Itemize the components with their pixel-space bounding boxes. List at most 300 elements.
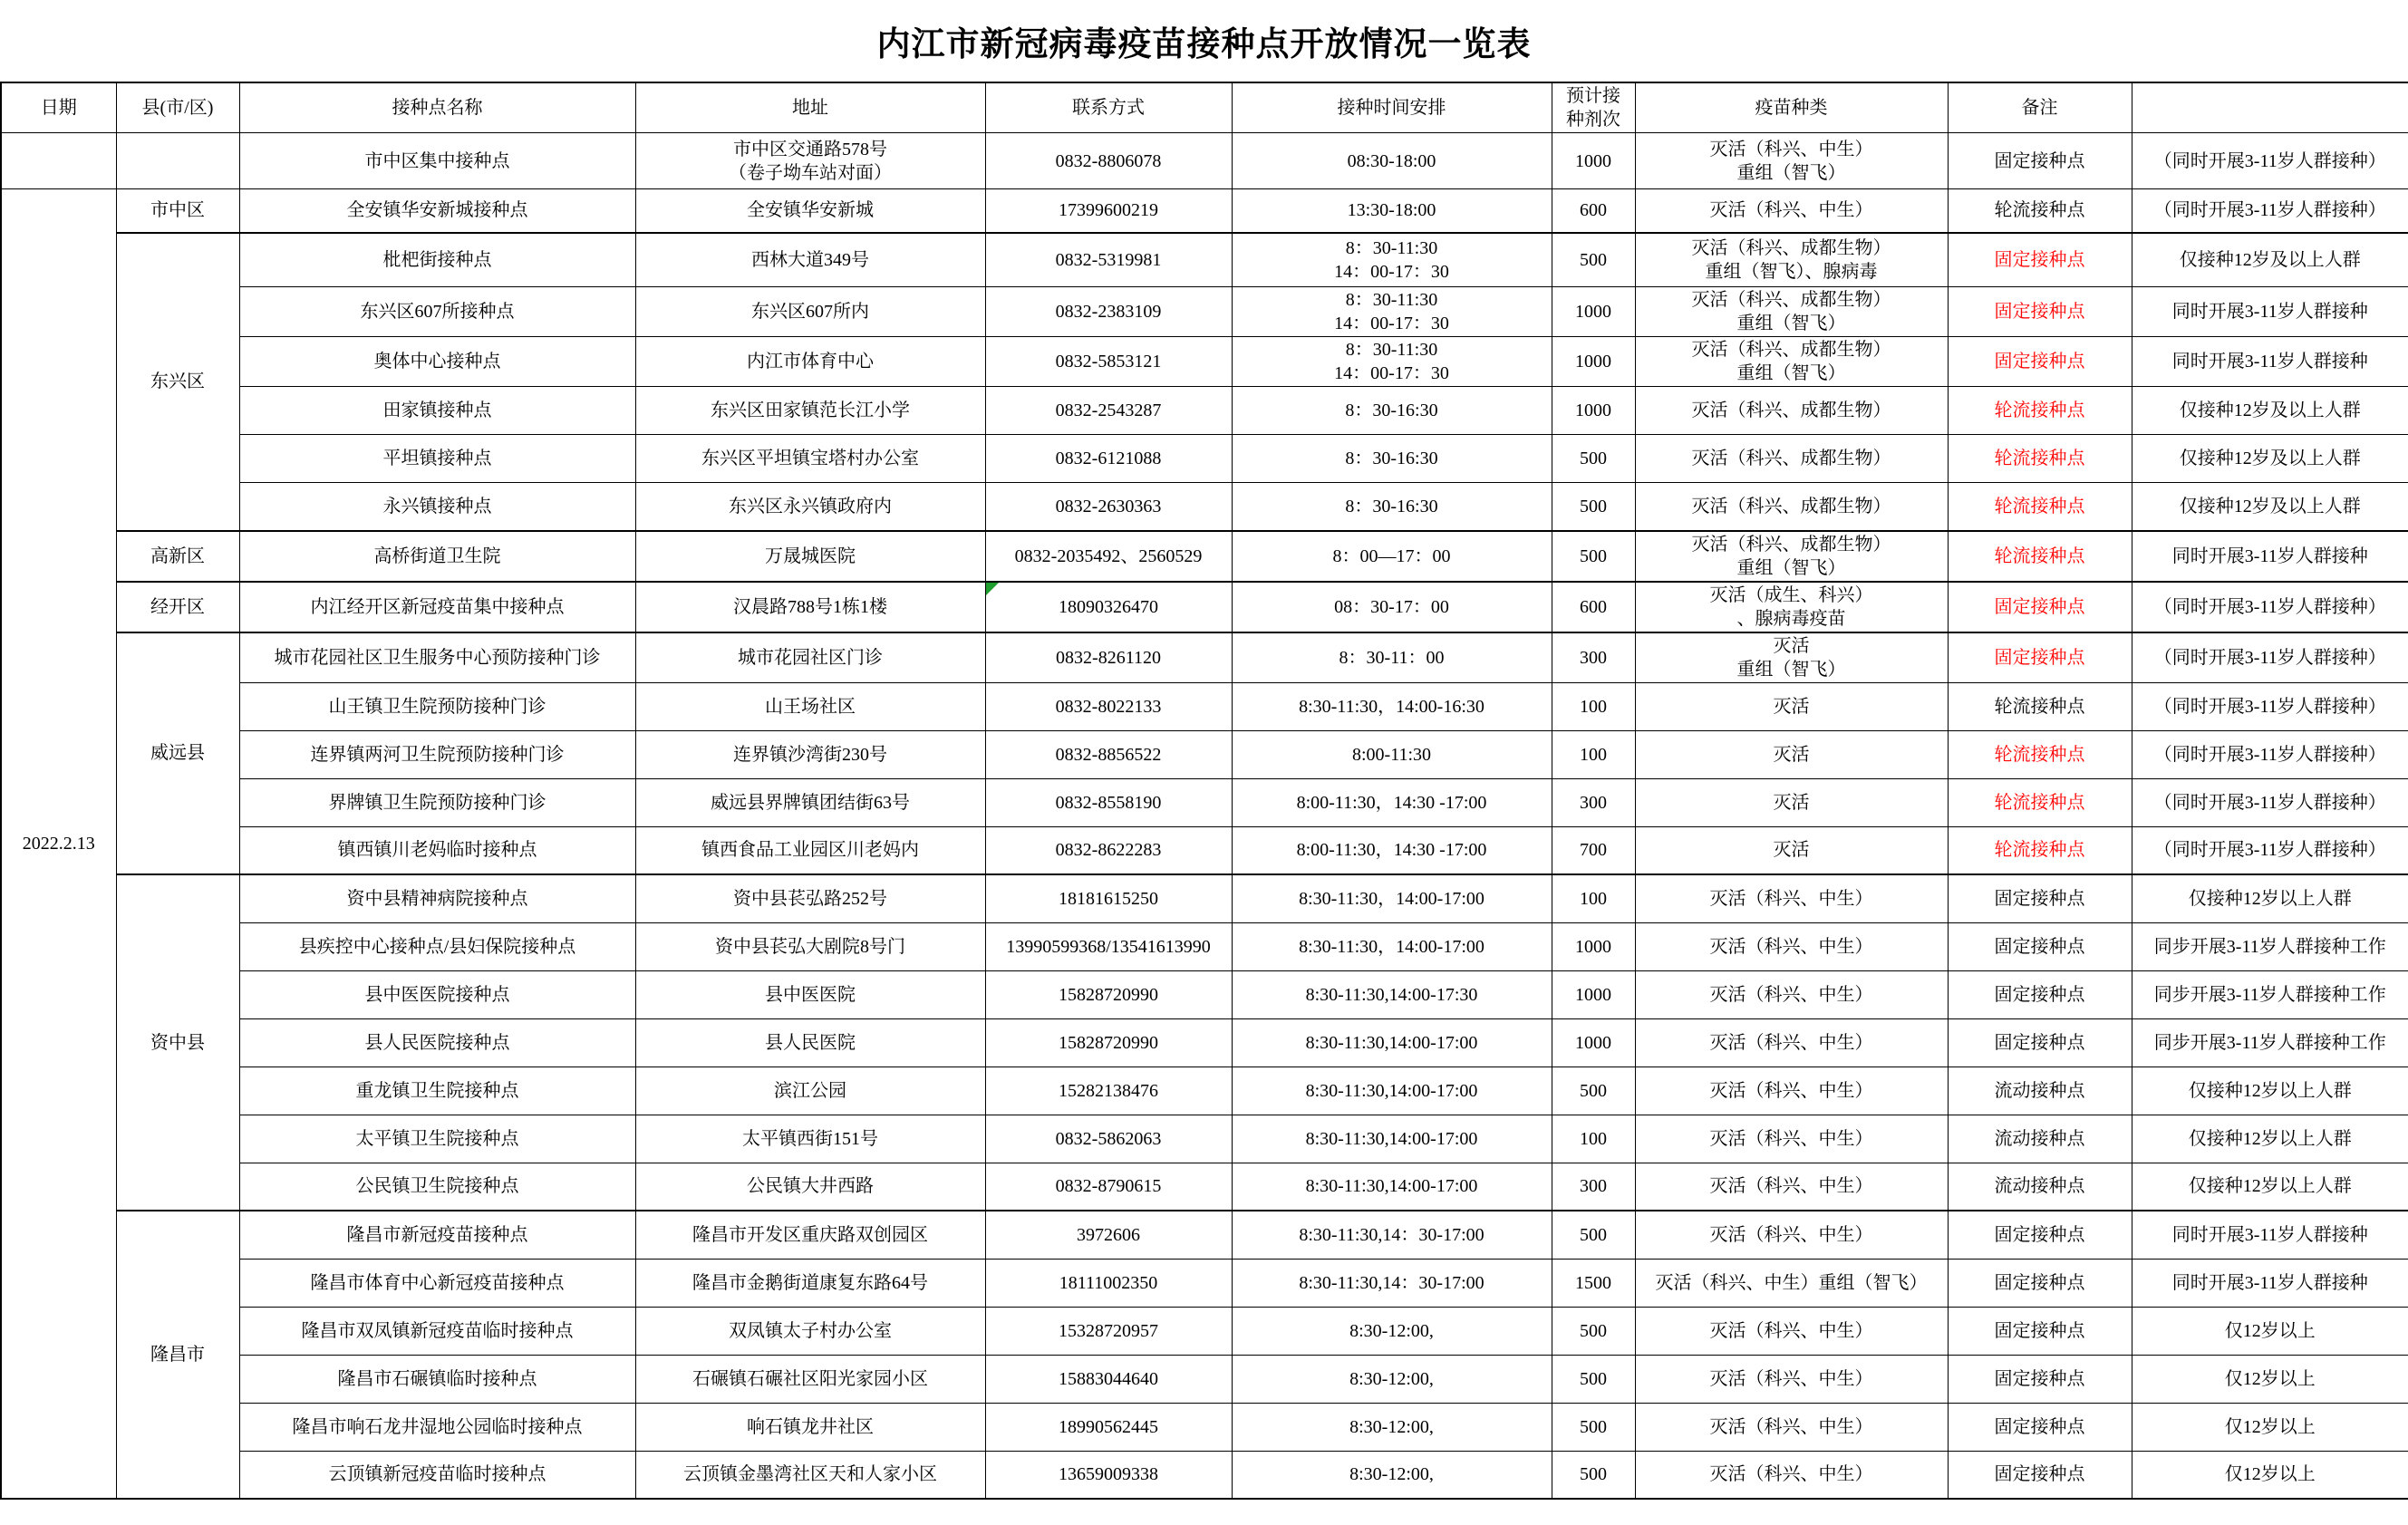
- column-header-site-line: 接种点名称: [392, 98, 483, 118]
- table-row: [1, 826, 2408, 874]
- table-row: [1, 730, 2408, 778]
- note-cell-line: 固定接种点: [1994, 352, 2085, 372]
- age-group-cell-line: 仅接种12岁以上人群: [2188, 1128, 2352, 1149]
- vaccine-cell-line: 灭活: [1773, 696, 1810, 717]
- site-name-cell-line: 太平镇卫生院接种点: [355, 1128, 519, 1149]
- doses-cell: [1552, 1211, 1635, 1259]
- age-group-cell-line: （同时开展3-11岁人群接种）: [2153, 200, 2386, 221]
- age-group-cell-line: 同时开展3-11岁人群接种: [2171, 352, 2368, 372]
- contact-cell-line: 3972606: [1077, 1224, 1140, 1245]
- address-cell-line: 公民镇大井西路: [747, 1176, 874, 1197]
- contact-cell-line: 0832-8558190: [1055, 792, 1162, 813]
- note-cell: [1948, 531, 2132, 582]
- contact-cell-line: 0832-2383109: [1055, 302, 1162, 322]
- age-group-cell: [2132, 632, 2408, 683]
- contact-cell: [985, 337, 1232, 387]
- doses-cell-line: 500: [1580, 1080, 1607, 1101]
- note-cell-line: 轮流接种点: [1994, 792, 2085, 813]
- column-header-contact-line: 联系方式: [1072, 98, 1145, 118]
- doses-cell: [1552, 337, 1635, 387]
- contact-cell-line: 0832-5319981: [1055, 249, 1162, 270]
- site-name-cell-line: 全安镇华安新城接种点: [346, 200, 528, 221]
- address-cell: [635, 730, 985, 778]
- doses-cell: [1552, 1018, 1635, 1067]
- age-group-cell: [2132, 133, 2408, 189]
- doses-cell: [1552, 682, 1635, 730]
- time-cell-line: 8:30-11:30,14：30-17:00: [1299, 1224, 1484, 1245]
- site-name-cell: [239, 778, 635, 826]
- vaccine-cell: [1635, 1067, 1948, 1115]
- age-group-cell: [2132, 189, 2408, 233]
- time-cell-line: 8：30-16:30: [1345, 496, 1438, 516]
- site-name-cell: [239, 1451, 635, 1499]
- site-name-cell-line: 县中医医院接种点: [364, 984, 510, 1005]
- doses-cell-line: 300: [1580, 647, 1607, 668]
- address-cell: [635, 337, 985, 387]
- address-cell-line: 滨江公园: [774, 1080, 846, 1101]
- time-cell: [1232, 531, 1552, 582]
- vaccine-cell-line: 灭活（科兴、成都生物）: [1691, 449, 1891, 468]
- doses-cell-line: 1500: [1575, 1272, 1611, 1293]
- address-cell-line: 资中县苌弘大剧院8号门: [715, 936, 905, 957]
- contact-cell: [985, 778, 1232, 826]
- contact-cell-line: 18090326470: [1059, 596, 1158, 617]
- contact-cell-line: 17399600219: [1059, 200, 1158, 221]
- column-header-contact: [985, 82, 1232, 133]
- time-cell-line: 8:30-11:30，14:00-17:00: [1299, 936, 1484, 957]
- contact-cell: [985, 826, 1232, 874]
- site-name-cell: [239, 435, 635, 483]
- address-cell-line: 镇西食品工业园区川老妈内: [701, 840, 919, 861]
- time-cell-line: 8：00—17：00: [1332, 545, 1451, 566]
- age-group-cell: [2132, 1307, 2408, 1355]
- age-group-cell-line: （同时开展3-11岁人群接种）: [2153, 792, 2386, 813]
- doses-cell-line: 500: [1580, 1416, 1607, 1437]
- note-cell: [1948, 189, 2132, 233]
- address-cell-line: 市中区交通路578号: [733, 139, 887, 159]
- address-cell-line: 云顶镇金墨湾社区天和人家小区: [683, 1464, 937, 1485]
- doses-cell-line: 1000: [1575, 984, 1611, 1005]
- contact-cell-line: 18111002350: [1059, 1272, 1158, 1293]
- time-cell-line: 8:00-11:30，14:30 -17:00: [1296, 792, 1487, 813]
- note-cell: [1948, 1451, 2132, 1499]
- vaccine-cell: [1635, 1211, 1948, 1259]
- vaccine-cell: [1635, 826, 1948, 874]
- doses-cell-line: 1000: [1575, 1032, 1611, 1053]
- contact-cell: [985, 1451, 1232, 1499]
- vaccine-cell: [1635, 189, 1948, 233]
- contact-cell-line: 15828720990: [1059, 1032, 1158, 1053]
- table-row: [1, 1163, 2408, 1211]
- county-cell: [116, 582, 239, 632]
- address-cell-line: 城市花园社区门诊: [738, 647, 883, 668]
- column-header-vaccine-line: 疫苗种类: [1755, 98, 1828, 118]
- contact-cell: [985, 1211, 1232, 1259]
- doses-cell: [1552, 1451, 1635, 1499]
- contact-cell: [985, 233, 1232, 287]
- age-group-cell: [2132, 970, 2408, 1018]
- site-name-cell: [239, 1403, 635, 1451]
- age-group-cell-line: 仅12岁以上: [2224, 1320, 2316, 1341]
- contact-cell-line: 18181615250: [1059, 888, 1158, 909]
- vaccine-cell: [1635, 133, 1948, 189]
- vaccine-cell-line: 灭活（科兴、中生）: [1709, 200, 1873, 221]
- note-cell: [1948, 483, 2132, 531]
- time-cell: [1232, 970, 1552, 1018]
- site-name-cell: [239, 632, 635, 683]
- age-group-cell: [2132, 483, 2408, 531]
- doses-cell-line: 600: [1580, 596, 1607, 617]
- doses-cell: [1552, 531, 1635, 582]
- vaccine-cell-line: 、腺病毒疫苗: [1736, 608, 1846, 629]
- note-cell-line: 固定接种点: [1994, 1464, 2085, 1485]
- note-cell: [1948, 632, 2132, 683]
- doses-cell-line: 500: [1580, 496, 1607, 516]
- age-group-cell: [2132, 778, 2408, 826]
- address-cell: [635, 1451, 985, 1499]
- address-cell-line: 威远县界牌镇团结街63号: [711, 792, 910, 813]
- vaccine-cell: [1635, 1259, 1948, 1307]
- age-group-cell: [2132, 1163, 2408, 1211]
- time-cell: [1232, 582, 1552, 632]
- site-name-cell-line: 城市花园社区卫生服务中心预防接种门诊: [274, 647, 601, 668]
- column-header-extra: [2132, 82, 2408, 133]
- site-name-cell-line: 资中县精神病院接种点: [346, 888, 528, 909]
- time-cell-line: 8:30-11:30,14:00-17:00: [1305, 1176, 1478, 1197]
- column-header-address: [635, 82, 985, 133]
- note-cell: [1948, 233, 2132, 287]
- vaccine-cell-line: 灭活（科兴、中生）: [1709, 1464, 1873, 1485]
- contact-cell-line: 15282138476: [1059, 1080, 1158, 1101]
- address-cell-line: 双凤镇太子村办公室: [729, 1320, 892, 1341]
- time-cell: [1232, 1115, 1552, 1163]
- column-header-address-line: 地址: [792, 98, 828, 118]
- doses-cell: [1552, 287, 1635, 337]
- address-cell: [635, 922, 985, 970]
- contact-cell: [985, 970, 1232, 1018]
- address-cell: [635, 1355, 985, 1403]
- age-group-cell-line: （同时开展3-11岁人群接种）: [2153, 596, 2386, 617]
- doses-cell-line: 500: [1580, 545, 1607, 566]
- time-cell: [1232, 1451, 1552, 1499]
- site-name-cell-line: 隆昌市新冠疫苗接种点: [346, 1224, 528, 1245]
- contact-cell: [985, 1355, 1232, 1403]
- address-cell-line: 连界镇沙湾街230号: [733, 744, 887, 765]
- doses-cell: [1552, 582, 1635, 632]
- doses-cell: [1552, 632, 1635, 683]
- vaccine-cell: [1635, 1115, 1948, 1163]
- age-group-cell-line: （同时开展3-11岁人群接种）: [2153, 647, 2386, 668]
- time-cell-line: 14：00-17：30: [1334, 314, 1449, 333]
- site-name-cell-line: 连界镇两河卫生院预防接种门诊: [310, 744, 565, 765]
- vaccine-cell: [1635, 337, 1948, 387]
- contact-cell: [985, 133, 1232, 189]
- column-header-county-line: 县(市/区): [141, 98, 214, 118]
- vaccine-cell: [1635, 1451, 1948, 1499]
- contact-cell: [985, 682, 1232, 730]
- contact-cell: [985, 189, 1232, 233]
- time-cell: [1232, 337, 1552, 387]
- address-cell: [635, 1018, 985, 1067]
- contact-cell: [985, 483, 1232, 531]
- site-name-cell-line: 永兴镇接种点: [382, 496, 492, 516]
- note-cell: [1948, 730, 2132, 778]
- contact-cell: [985, 874, 1232, 922]
- address-cell: [635, 826, 985, 874]
- time-cell: [1232, 778, 1552, 826]
- note-cell-line: 固定接种点: [1994, 984, 2085, 1005]
- note-cell-line: 固定接种点: [1994, 1416, 2085, 1437]
- site-name-cell: [239, 133, 635, 189]
- time-cell-line: 8：30-11:30: [1345, 340, 1438, 360]
- age-group-cell: [2132, 1211, 2408, 1259]
- age-group-cell: [2132, 1115, 2408, 1163]
- time-cell-line: 14：00-17：30: [1334, 261, 1449, 282]
- vaccine-cell-line: 灭活（科兴、中生）: [1709, 1128, 1873, 1149]
- table-row: [1, 1018, 2408, 1067]
- site-name-cell-line: 奥体中心接种点: [373, 352, 501, 372]
- vaccine-cell-line: 重组（智飞）: [1736, 363, 1846, 383]
- county-cell-line: 高新区: [150, 545, 205, 566]
- time-cell-line: 13:30-18:00: [1347, 200, 1436, 221]
- doses-cell-line: 300: [1580, 1176, 1607, 1197]
- column-header-date-line: 日期: [40, 98, 77, 118]
- column-header-doses-line: 预计接: [1566, 86, 1620, 106]
- vaccine-cell: [1635, 730, 1948, 778]
- doses-cell-line: 600: [1580, 200, 1607, 221]
- doses-cell-line: 1000: [1575, 150, 1611, 171]
- vaccine-cell-line: 灭活（成生、科兴）: [1709, 584, 1873, 605]
- address-cell: [635, 632, 985, 683]
- vaccine-cell-line: 灭活（科兴、成都生物）: [1691, 237, 1891, 258]
- site-name-cell: [239, 1115, 635, 1163]
- address-cell-line: 县中医医院: [765, 984, 856, 1005]
- column-header-vaccine: [1635, 82, 1948, 133]
- age-group-cell: [2132, 1451, 2408, 1499]
- age-group-cell: [2132, 922, 2408, 970]
- doses-cell: [1552, 189, 1635, 233]
- doses-cell: [1552, 1259, 1635, 1307]
- time-cell-line: 8:30-11:30，14:00-17:00: [1299, 888, 1484, 909]
- site-name-cell: [239, 1211, 635, 1259]
- address-cell-line: 东兴区田家镇范长江小学: [711, 401, 910, 420]
- site-name-cell: [239, 337, 635, 387]
- site-name-cell: [239, 483, 635, 531]
- vaccine-cell-line: 重组（智飞）、腺病毒: [1705, 261, 1878, 282]
- table-row: [1, 233, 2408, 287]
- county-cell-line: 威远县: [150, 743, 205, 764]
- table-row: [1, 435, 2408, 483]
- county-cell: [116, 133, 239, 189]
- column-header-doses: [1552, 82, 1635, 133]
- site-name-cell-line: 山王镇卫生院预防接种门诊: [328, 696, 546, 717]
- table-row: [1, 531, 2408, 582]
- time-cell: [1232, 1067, 1552, 1115]
- address-cell-line: 隆昌市开发区重庆路双创园区: [692, 1224, 928, 1245]
- vaccine-cell-line: 重组（智飞）: [1736, 557, 1846, 578]
- table-row: [1, 189, 2408, 233]
- table-row: [1, 1355, 2408, 1403]
- site-name-cell: [239, 287, 635, 337]
- contact-cell-line: 0832-5853121: [1055, 352, 1162, 372]
- vaccine-cell-line: 重组（智飞）: [1736, 314, 1846, 333]
- date-cell: [1, 133, 116, 189]
- contact-cell-line: 0832-8022133: [1055, 696, 1162, 717]
- time-cell: [1232, 1163, 1552, 1211]
- note-cell-line: 固定接种点: [1994, 150, 2085, 171]
- vaccine-cell-line: 灭活（科兴、中生）: [1709, 1080, 1873, 1101]
- vaccine-cell-line: 灭活（科兴、成都生物）: [1691, 340, 1891, 360]
- time-cell-line: 8:30-11:30,14:00-17:30: [1305, 984, 1478, 1005]
- vaccine-cell: [1635, 874, 1948, 922]
- age-group-cell-line: （同时开展3-11岁人群接种）: [2153, 150, 2386, 171]
- contact-cell: [985, 387, 1232, 435]
- contact-cell-line: 15883044640: [1059, 1368, 1158, 1389]
- age-group-cell-line: 仅接种12岁以上人群: [2188, 888, 2352, 909]
- contact-cell: [985, 435, 1232, 483]
- address-cell-line: 资中县苌弘路252号: [733, 888, 887, 909]
- time-cell-line: 8:30-11:30,14：30-17:00: [1299, 1272, 1484, 1293]
- time-cell-line: 8:30-11:30,14:00-17:00: [1305, 1128, 1478, 1149]
- site-name-cell: [239, 582, 635, 632]
- column-header-doses-line: 种剂次: [1566, 110, 1620, 130]
- doses-cell-line: 500: [1580, 249, 1607, 270]
- site-name-cell-line: 市中区集中接种点: [364, 150, 510, 171]
- vaccine-cell-line: 灭活（科兴、成都生物）: [1691, 496, 1891, 516]
- table-row: [1, 483, 2408, 531]
- table-row: [1, 1259, 2408, 1307]
- vaccine-cell: [1635, 233, 1948, 287]
- doses-cell-line: 300: [1580, 792, 1607, 813]
- doses-cell-line: 500: [1580, 1224, 1607, 1245]
- note-cell: [1948, 1067, 2132, 1115]
- doses-cell-line: 500: [1580, 1368, 1607, 1389]
- age-group-cell: [2132, 1259, 2408, 1307]
- doses-cell-line: 1000: [1575, 352, 1611, 372]
- note-cell: [1948, 1259, 2132, 1307]
- note-cell: [1948, 1018, 2132, 1067]
- age-group-cell-line: （同时开展3-11岁人群接种）: [2153, 744, 2386, 765]
- note-cell-line: 固定接种点: [1994, 888, 2085, 909]
- time-cell-line: 8:30-12:00,: [1349, 1464, 1434, 1485]
- time-cell: [1232, 682, 1552, 730]
- site-name-cell: [239, 874, 635, 922]
- age-group-cell-line: 同步开展3-11岁人群接种工作: [2153, 984, 2386, 1005]
- note-cell: [1948, 582, 2132, 632]
- doses-cell: [1552, 1355, 1635, 1403]
- time-cell: [1232, 387, 1552, 435]
- doses-cell-line: 500: [1580, 449, 1607, 468]
- age-group-cell: [2132, 531, 2408, 582]
- contact-cell: [985, 730, 1232, 778]
- age-group-cell: [2132, 1067, 2408, 1115]
- vaccine-cell-line: 灭活（科兴、中生）: [1709, 1368, 1873, 1389]
- note-cell-line: 轮流接种点: [1994, 496, 2085, 516]
- age-group-cell-line: 仅12岁以上: [2224, 1416, 2316, 1437]
- doses-cell-line: 100: [1580, 1128, 1607, 1149]
- doses-cell: [1552, 387, 1635, 435]
- site-name-cell-line: 重龙镇卫生院接种点: [355, 1080, 519, 1101]
- note-cell-line: 轮流接种点: [1994, 449, 2085, 468]
- site-name-cell-line: 东兴区607所接种点: [360, 302, 515, 322]
- vaccine-cell: [1635, 531, 1948, 582]
- vaccine-cell-line: 灭活（科兴、成都生物）: [1691, 534, 1891, 555]
- note-cell: [1948, 1307, 2132, 1355]
- time-cell-line: 8：30-11:30: [1345, 237, 1438, 258]
- vaccine-cell: [1635, 287, 1948, 337]
- age-group-cell: [2132, 233, 2408, 287]
- site-name-cell-line: 云顶镇新冠疫苗临时接种点: [328, 1464, 546, 1485]
- site-name-cell-line: 高桥街道卫生院: [373, 545, 501, 566]
- address-cell: [635, 287, 985, 337]
- age-group-cell: [2132, 1018, 2408, 1067]
- note-cell-line: 轮流接种点: [1994, 401, 2085, 420]
- address-cell: [635, 233, 985, 287]
- address-cell: [635, 531, 985, 582]
- vaccine-cell-line: 重组（智飞）: [1736, 162, 1846, 183]
- time-cell-line: 8：30-16:30: [1345, 449, 1438, 468]
- time-cell-line: 8:30-12:00,: [1349, 1320, 1434, 1341]
- site-name-cell: [239, 730, 635, 778]
- contact-cell-line: 0832-8622283: [1055, 840, 1162, 861]
- address-cell-line: 东兴区永兴镇政府内: [729, 496, 892, 516]
- vaccine-cell-line: 灭活（科兴、成都生物）: [1691, 401, 1891, 420]
- doses-cell-line: 500: [1580, 1464, 1607, 1485]
- table-row: [1, 287, 2408, 337]
- table-row: [1, 922, 2408, 970]
- age-group-cell: [2132, 826, 2408, 874]
- vaccine-cell: [1635, 1307, 1948, 1355]
- note-cell: [1948, 826, 2132, 874]
- county-cell: [116, 1211, 239, 1499]
- doses-cell: [1552, 1067, 1635, 1115]
- age-group-cell-line: 同时开展3-11岁人群接种: [2171, 302, 2368, 322]
- vaccine-cell-line: 重组（智飞）: [1736, 659, 1846, 680]
- time-cell: [1232, 632, 1552, 683]
- contact-cell: [985, 1018, 1232, 1067]
- column-header-note: [1948, 82, 2132, 133]
- site-name-cell: [239, 1307, 635, 1355]
- address-cell-line: 内江市体育中心: [747, 352, 874, 372]
- address-cell-line: 东兴区607所内: [751, 302, 869, 322]
- contact-cell-line: 0832-8790615: [1055, 1176, 1162, 1197]
- site-name-cell: [239, 1018, 635, 1067]
- site-name-cell: [239, 1163, 635, 1211]
- county-cell: [116, 531, 239, 582]
- time-cell-line: 14：00-17：30: [1334, 363, 1449, 383]
- doses-cell: [1552, 1307, 1635, 1355]
- vaccine-cell-line: 灭活: [1773, 792, 1810, 813]
- site-name-cell: [239, 1355, 635, 1403]
- site-name-cell-line: 平坦镇接种点: [382, 449, 492, 468]
- note-cell-line: 流动接种点: [1994, 1128, 2085, 1149]
- column-header-time: [1232, 82, 1552, 133]
- time-cell: [1232, 826, 1552, 874]
- time-cell: [1232, 1355, 1552, 1403]
- note-cell: [1948, 435, 2132, 483]
- contact-cell-line: 18990562445: [1059, 1416, 1158, 1437]
- doses-cell-line: 100: [1580, 744, 1607, 765]
- contact-cell: [985, 922, 1232, 970]
- time-cell-line: 8:30-12:00,: [1349, 1368, 1434, 1389]
- time-cell: [1232, 133, 1552, 189]
- county-cell-line: 经开区: [150, 596, 205, 617]
- time-cell-line: 08:30-18:00: [1347, 150, 1436, 171]
- vaccination-points-table: [0, 82, 2408, 1500]
- site-name-cell-line: 隆昌市双凤镇新冠疫苗临时接种点: [301, 1320, 574, 1341]
- vaccine-cell: [1635, 632, 1948, 683]
- table-row: [1, 582, 2408, 632]
